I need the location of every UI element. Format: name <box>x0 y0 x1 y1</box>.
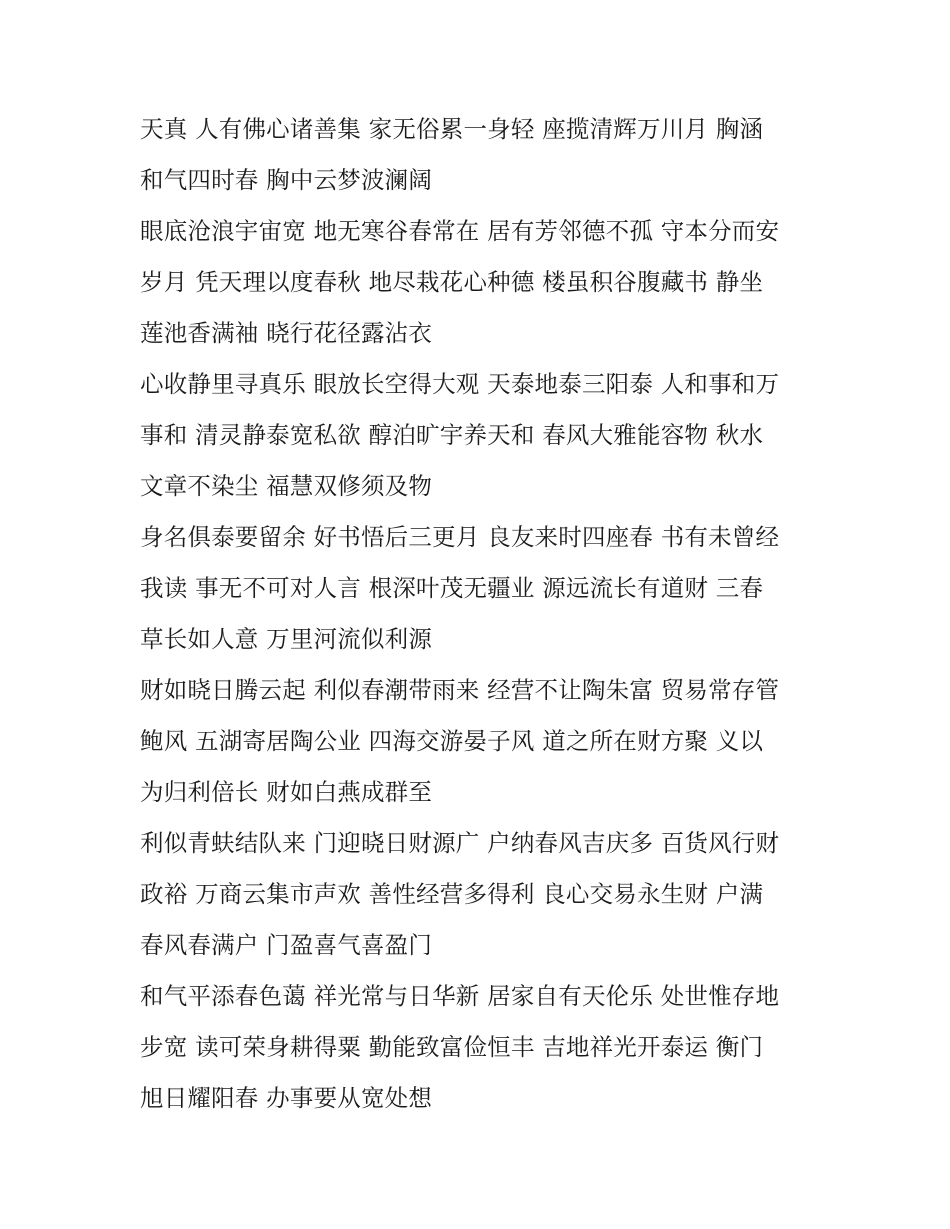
text-line: 春风春满户 门盈喜气喜盈门 <box>140 931 433 959</box>
text-line: 步宽 读可荣身耕得粟 勤能致富俭恒丰 吉地祥光开泰运 衡门 <box>140 1033 764 1061</box>
text-line: 为归利倍长 财如白燕成群至 <box>140 778 433 806</box>
text-line: 身名俱泰要留余 好书悟后三更月 良友来时四座春 书有未曾经 <box>140 523 780 551</box>
text-line: 和气平添春色蔼 祥光常与日华新 居家自有天伦乐 处世惟存地 <box>140 982 780 1010</box>
text-line: 心收静里寻真乐 眼放长空得大观 天泰地泰三阳泰 人和事和万 <box>140 370 780 398</box>
text-line: 我读 事无不可对人言 根深叶茂无疆业 源远流长有道财 三春 <box>140 574 764 602</box>
text-line: 利似青蚨结队来 门迎晓日财源广 户纳春风吉庆多 百货风行财 <box>140 829 780 857</box>
text-line: 政裕 万商云集市声欢 善性经营多得利 良心交易永生财 户满 <box>140 880 764 908</box>
text-line: 草长如人意 万里河流似利源 <box>140 625 433 653</box>
text-line: 眼底沧浪宇宙宽 地无寒谷春常在 居有芳邻德不孤 守本分而安 <box>140 217 780 245</box>
text-line: 天真 人有佛心诸善集 家无俗累一身轻 座揽清辉万川月 胸涵 <box>140 115 764 143</box>
text-line: 莲池香满袖 晓行花径露沾衣 <box>140 319 433 347</box>
couplet-text-block <box>140 104 820 1124</box>
text-line: 和气四时春 胸中云梦波澜阔 <box>140 166 433 194</box>
text-line: 鲍风 五湖寄居陶公业 四海交游晏子风 道之所在财方聚 义以 <box>140 727 764 755</box>
text-line: 文章不染尘 福慧双修须及物 <box>140 472 433 500</box>
text-line: 岁月 凭天理以度春秋 地尽栽花心种德 楼虽积谷腹藏书 静坐 <box>140 268 764 296</box>
text-line: 事和 清灵静泰宽私欲 醇泊旷宇养天和 春风大雅能容物 秋水 <box>140 421 764 449</box>
text-line: 财如晓日腾云起 利似春潮带雨来 经营不让陶朱富 贸易常存管 <box>140 676 780 704</box>
text-line: 旭日耀阳春 办事要从宽处想 <box>140 1084 433 1112</box>
